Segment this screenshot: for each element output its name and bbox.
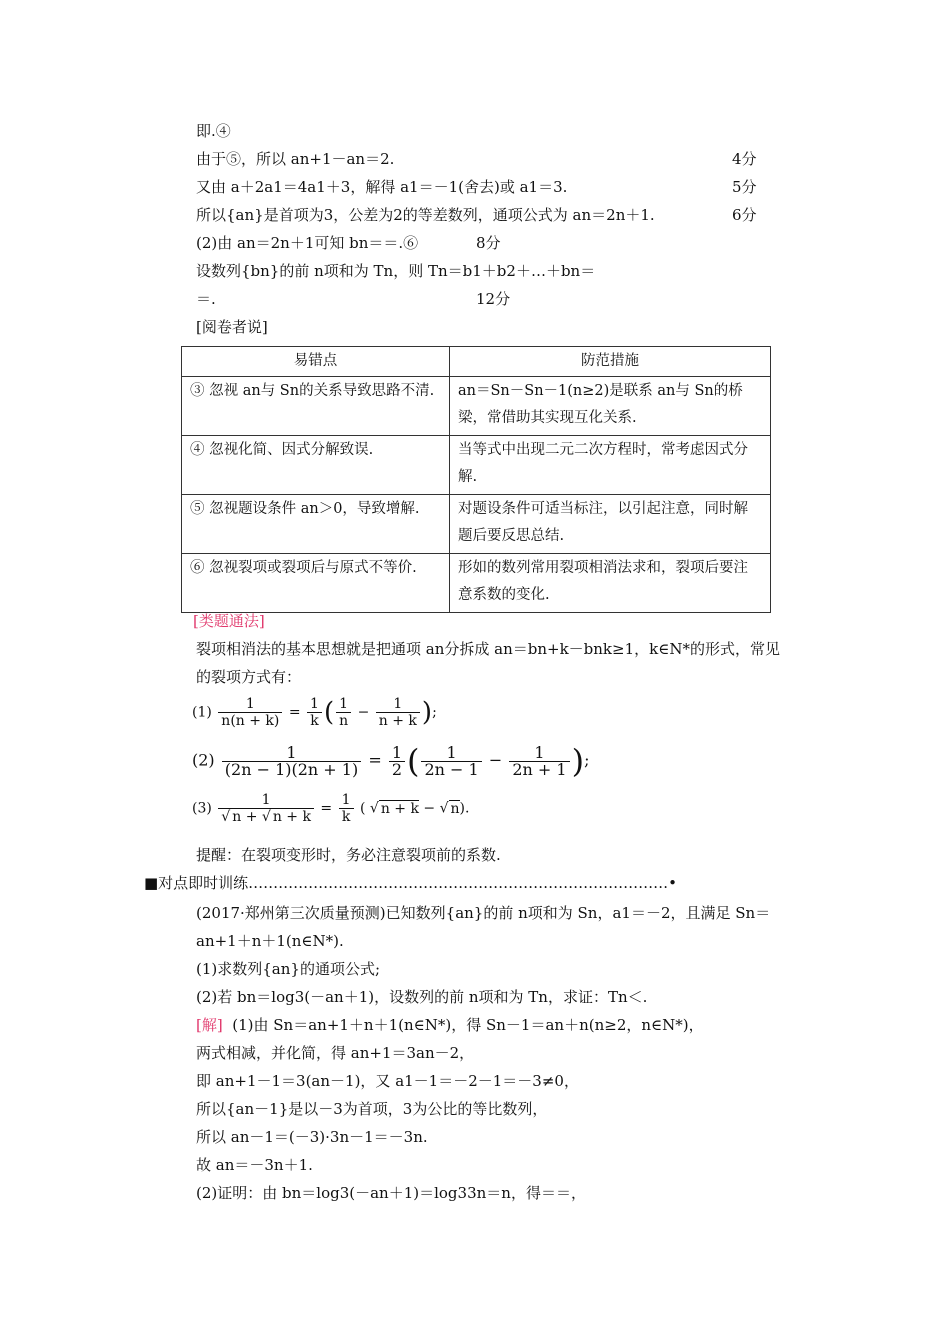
- semicolon: ;: [432, 704, 437, 721]
- score-8: 8分: [476, 234, 501, 252]
- numerator: 1: [336, 696, 351, 713]
- numerator: 1: [389, 745, 405, 762]
- fraction: [389, 742, 405, 779]
- answer-line-3: 即 an+1－1＝3(an－1)，又 a1－1＝－2－1＝－3≠0，: [196, 1072, 579, 1090]
- fraction: [222, 742, 361, 779]
- table-cell-error: ③ 忽视 an与 Sn的关系导致思路不清.: [182, 377, 450, 436]
- formula-3: [192, 792, 469, 825]
- denominator: [218, 809, 314, 825]
- left-paren: (: [359, 800, 366, 817]
- numerator: 1: [222, 745, 361, 762]
- minus-sign: −: [357, 704, 370, 721]
- sqrt-sign: √: [221, 809, 231, 825]
- table-row: [182, 554, 771, 613]
- equals-sign: =: [368, 750, 382, 770]
- method-paragraph-2: 的裂项方式有：: [196, 668, 302, 686]
- equals-sign: =: [288, 704, 301, 721]
- table-cell-measure: 对题设条件可适当标注，以引起注意，同时解题后要反思总结.: [450, 495, 771, 554]
- numerator: 1: [376, 696, 420, 713]
- radicand: n: [450, 800, 460, 817]
- formula-2: [192, 742, 589, 780]
- fraction: [218, 792, 314, 825]
- numerator: 1: [509, 745, 569, 762]
- equals-sign: =: [320, 800, 333, 817]
- table-row: [182, 495, 771, 554]
- answer-line-7: (2)证明：由 bn＝log3(－an＋1)＝log33n＝n，得＝＝，: [196, 1184, 586, 1202]
- sqrt-sign: √: [369, 800, 379, 817]
- answer-text: (1)由 Sn＝an+1＋n＋1(n∈N*)，得 Sn－1＝an＋n(n≥2，n∈N*)，: [232, 1016, 704, 1034]
- formula-label: (2): [192, 750, 215, 770]
- solution-line-4: 所以{an}是首项为3，公差为2的等差数列，通项公式为 an＝2n＋1.: [196, 206, 655, 224]
- score-5: 5分: [732, 178, 757, 196]
- table-cell-error: ⑥ 忽视裂项或裂项后与原式不等价.: [182, 554, 450, 613]
- score-4: 4分: [732, 150, 757, 168]
- minus-sign: −: [488, 750, 503, 770]
- question-line-2: an+1＋n＋1(n∈N*).: [196, 932, 344, 950]
- table-header-row: [182, 347, 771, 377]
- left-paren: (: [323, 697, 335, 728]
- table-cell-error: ④ 忽视化简、因式分解致误.: [182, 436, 450, 495]
- answer-line-4: 所以{an－1}是以－3为首项，3为公比的等比数列，: [196, 1100, 548, 1118]
- numerator: 1: [307, 696, 322, 713]
- formula-label: (1): [192, 704, 212, 721]
- denominator: 2n + 1: [512, 759, 567, 779]
- numerator: 1: [218, 792, 314, 809]
- fraction: [339, 792, 354, 825]
- radicand: n: [232, 809, 242, 825]
- denominator: (2n − 1)(2n + 1): [224, 759, 359, 779]
- fraction: [336, 696, 351, 729]
- solution-line-1: 即.④: [196, 122, 231, 140]
- right-paren: ): [571, 742, 585, 780]
- answer-line-1: [196, 1014, 704, 1036]
- table-cell-measure: 形如的数列常用裂项相消法求和，裂项后要注意系数的变化.: [450, 554, 771, 613]
- answer-line-2: 两式相减，并化简，得 an+1＝3an－2，: [196, 1044, 475, 1062]
- plus-sign: +: [245, 809, 258, 825]
- solution-line-7: ＝.: [196, 290, 216, 308]
- table-cell-error: ⑤ 忽视题设条件 an＞0，导致增解.: [182, 495, 450, 554]
- formula-label: (3): [192, 800, 212, 817]
- table-header-errors: 易错点: [182, 347, 450, 377]
- right-paren: ).: [459, 800, 470, 817]
- denominator: k: [310, 713, 319, 729]
- solution-line-6: 设数列{bn}的前 n项和为 Tn，则 Tn＝b1＋b2＋…＋bn＝: [196, 262, 596, 280]
- sqrt-sign: √: [439, 800, 449, 817]
- radicand: n + k: [272, 809, 311, 825]
- method-paragraph-1: 裂项相消法的基本思想就是把通项 an分拆成 an＝bn+k－bnk≥1，k∈N*的形式，常见: [196, 640, 780, 658]
- denominator: 2n − 1: [424, 759, 479, 779]
- fraction: [218, 696, 282, 729]
- table-header-measures: 防范措施: [450, 347, 771, 377]
- fraction: [376, 696, 420, 729]
- sqrt-sign: √: [261, 809, 271, 825]
- denominator: n: [339, 713, 349, 729]
- semicolon: ;: [584, 750, 590, 770]
- fraction: [421, 742, 481, 779]
- denominator: n + k: [378, 713, 417, 729]
- denominator: k: [341, 809, 351, 825]
- fraction: [509, 742, 569, 779]
- radicand: n + k: [380, 800, 419, 817]
- question-line-4: (2)若 bn＝log3(－an＋1)，设数列的前 n项和为 Tn，求证：Tn＜.: [196, 988, 648, 1006]
- question-line-3: (1)求数列{an}的通项公式;: [196, 960, 380, 978]
- tip-line: 提醒：在裂项变形时，务必注意裂项前的系数.: [196, 846, 501, 864]
- minus-sign: −: [423, 800, 436, 817]
- numerator: 1: [218, 696, 282, 713]
- answer-tag: [解]: [196, 1016, 223, 1034]
- grader-comments-heading: [阅卷者说]: [196, 318, 268, 336]
- fraction: [307, 696, 322, 729]
- left-paren: (: [407, 742, 420, 780]
- method-tag: [类题通法]: [193, 612, 265, 630]
- denominator: n(n + k): [221, 713, 280, 729]
- denominator: 2: [391, 759, 402, 779]
- table-row: [182, 436, 771, 495]
- numerator: 1: [421, 745, 481, 762]
- answer-line-5: 所以 an－1＝(－3)·3n－1＝－3n.: [196, 1128, 428, 1146]
- answer-line-6: 故 an＝－3n＋1.: [196, 1156, 313, 1174]
- solution-line-3: 又由 a＋2a1＝4a1＋3，解得 a1＝－1(舍去)或 a1＝3.: [196, 178, 568, 196]
- practice-heading: ■对点即时训练…………………………………………………………………………•: [144, 874, 678, 892]
- table-cell-measure: an＝Sn－Sn－1(n≥2)是联系 an与 Sn的桥梁，常借助其实现互化关系.: [450, 377, 771, 436]
- solution-line-2: 由于⑤，所以 an+1－an＝2.: [196, 150, 395, 168]
- solution-line-5: (2)由 an＝2n＋1可知 bn＝＝.⑥: [196, 234, 419, 252]
- table-cell-measure: 当等式中出现二元二次方程时，常考虑因式分解.: [450, 436, 771, 495]
- error-table: [181, 346, 771, 613]
- score-6: 6分: [732, 206, 757, 224]
- score-12: 12分: [476, 290, 511, 308]
- numerator: 1: [339, 792, 354, 809]
- table-row: [182, 377, 771, 436]
- right-paren: ): [421, 697, 433, 728]
- question-line-1: (2017·郑州第三次质量预测)已知数列{an}的前 n项和为 Sn，a1＝－2，且满足 Sn＝: [196, 904, 771, 922]
- formula-1: [192, 696, 437, 729]
